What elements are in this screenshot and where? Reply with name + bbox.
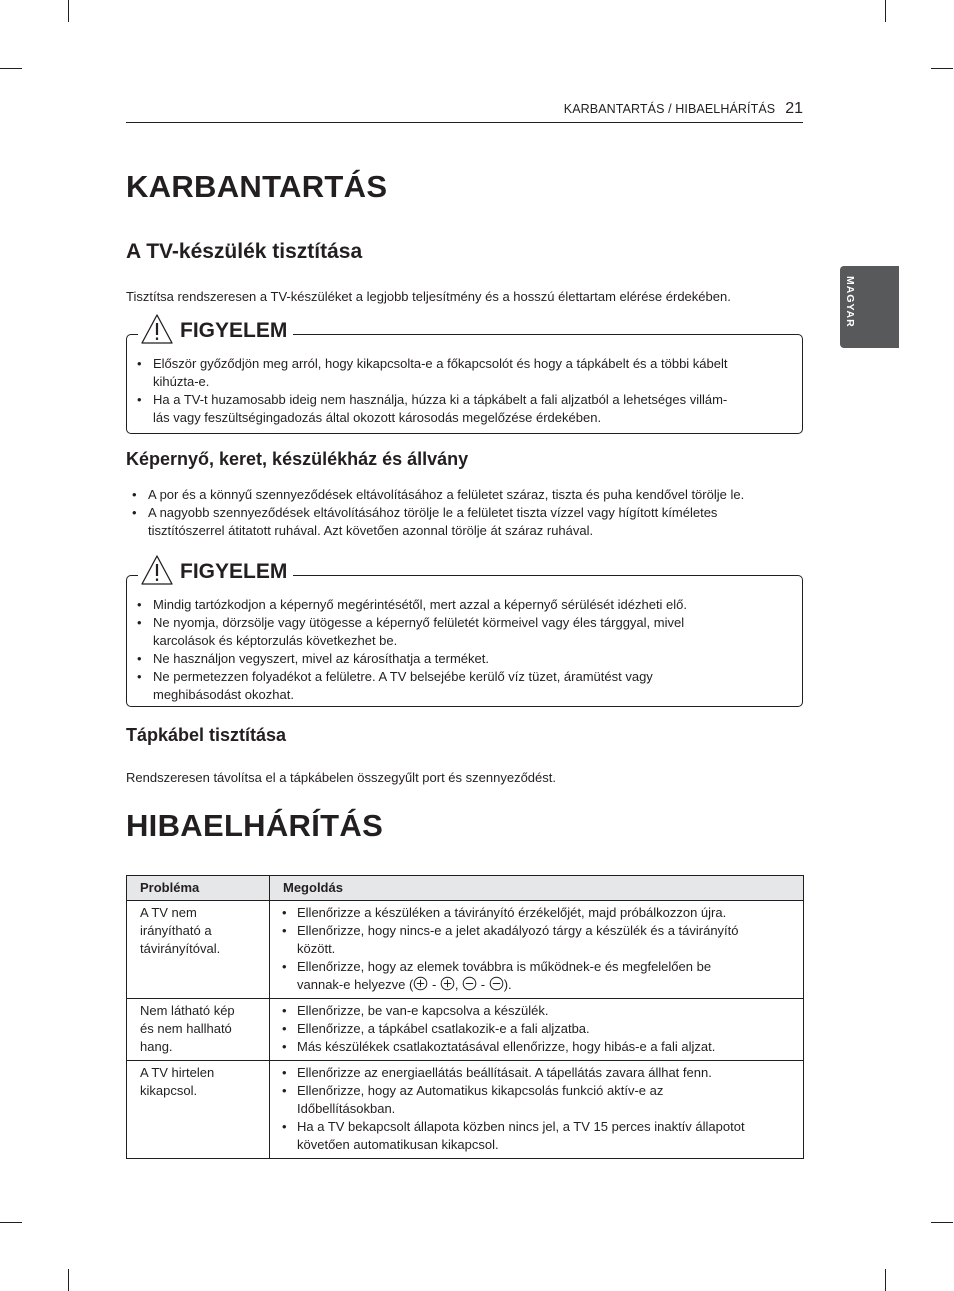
- solution-text: között.: [297, 941, 336, 956]
- notice-label: FIGYELEM: [180, 560, 288, 583]
- crop-mark: [931, 1222, 953, 1223]
- notice-header: [138, 309, 293, 345]
- solution-item: • Ellenőrizze, be van-e kapcsolva a készülék.: [274, 1002, 795, 1020]
- symbol-separator: -: [428, 977, 440, 992]
- list-item: • Ne nyomja, dörzsölje vagy ütögesse a képernyő felületét körmeivel vagy éles tárggyal, mivel: [131, 614, 790, 632]
- section-title-karbantartas: KARBANTARTÁS: [126, 169, 388, 204]
- heading-screen-frame: Képernyő, keret, készülékház és állvány: [126, 449, 469, 469]
- warning-triangle-icon: [140, 313, 174, 345]
- solution-text: Időbellításokban.: [297, 1101, 396, 1116]
- table-header-row: [127, 876, 804, 901]
- solution-item: • Ellenőrizze, hogy az Automatikus kikapcsolás funkció aktív-e az: [274, 1082, 795, 1100]
- list-item: • A por és a könnyű szennyeződések eltávolításához a felületet száraz, tiszta és puha kendővel törölje le.: [126, 486, 744, 504]
- crop-mark: [885, 1269, 886, 1291]
- notice-label: FIGYELEM: [180, 319, 288, 342]
- problem-line: hang.: [140, 1039, 173, 1054]
- list-item-continuation: [131, 409, 790, 427]
- solution-item-continuation: [274, 1136, 795, 1154]
- notice-header: [138, 550, 293, 586]
- column-header-solution: Megoldás: [270, 876, 804, 901]
- list-item: • Először győződjön meg arról, hogy kikapcsolta-e a főkapcsolót és hogy a tápkábelt és a többi kábelt: [131, 355, 790, 373]
- list-item-text: meghibásodást okozhat.: [153, 687, 294, 702]
- column-header-problem: Probléma: [127, 876, 270, 901]
- solution-cell: [270, 1061, 804, 1159]
- symbol-separator: ,: [454, 977, 463, 992]
- table-row: [127, 901, 804, 999]
- list-item-continuation: [131, 686, 790, 704]
- solution-item-continuation: [274, 940, 795, 958]
- solution-item: • Ellenőrizze, hogy nincs-e a jelet akadályozó tárgy a készülék és a távirányító: [274, 922, 795, 940]
- problem-line: és nem hallható: [140, 1021, 232, 1036]
- problem-line: kikapcsol.: [140, 1083, 198, 1098]
- problem-line: A TV hirtelen: [140, 1065, 215, 1080]
- section-title-hibaelharitas: HIBAELHÁRÍTÁS: [126, 808, 384, 843]
- problem-cell: [127, 1061, 270, 1159]
- list-item: • Ne permetezzen folyadékot a felületre. A TV belsejébe kerülő víz tüzet, áramütést vagy: [131, 668, 790, 686]
- solution-list: [274, 904, 795, 994]
- warning-triangle-icon: [140, 554, 174, 586]
- crop-mark: [68, 1269, 69, 1291]
- list-item: • Ne használjon vegyszert, mivel az károsíthatja a terméket.: [131, 650, 790, 668]
- notice-list: [131, 596, 790, 704]
- list-item: • A nagyobb szennyeződések eltávolításához törölje le a felületet tiszta vízzel vagy hígított kíméletes: [126, 504, 744, 522]
- solution-item-continuation: [274, 976, 795, 994]
- page-number: 21: [785, 100, 803, 117]
- symbol-end: ).: [503, 977, 512, 992]
- notice-box: [126, 319, 803, 434]
- solution-item: • Ellenőrizze, a tápkábel csatlakozik-e a fali aljzatba.: [274, 1020, 795, 1038]
- crop-mark: [931, 68, 953, 69]
- battery-plus-icon: [440, 976, 455, 991]
- problem-line: távirányítóval.: [140, 941, 221, 956]
- problem-cell: [127, 999, 270, 1061]
- symbol-separator: -: [477, 977, 489, 992]
- battery-minus-icon: [462, 976, 477, 991]
- language-label: MAGYAR: [844, 276, 856, 328]
- solution-item-continuation: [274, 1100, 795, 1118]
- running-head: [126, 100, 803, 123]
- solution-item: • Ellenőrizze az energiaellátás beállításait. A tápellátás zavara állhat fenn.: [274, 1064, 795, 1082]
- heading-tv-cleaning: A TV-készülék tisztítása: [126, 240, 363, 263]
- solution-text: követően automatikusan kikapcsol.: [297, 1137, 499, 1152]
- table-row: [127, 999, 804, 1061]
- solution-item: • Ellenőrizze a készüléken a távirányító érzékelőjét, majd próbálkozzon újra.: [274, 904, 795, 922]
- list-item-text: tisztítószerrel átitatott ruhával. Azt követően azonnal törölje át száraz ruhával.: [148, 523, 594, 538]
- list-item-continuation: [126, 522, 744, 540]
- list-item-continuation: [131, 632, 790, 650]
- battery-plus-icon: [413, 976, 428, 991]
- notice-list: [131, 355, 790, 427]
- solution-cell: [270, 901, 804, 999]
- running-head-section: KARBANTARTÁS / HIBAELHÁRÍTÁS: [563, 102, 776, 116]
- crop-mark: [0, 1222, 22, 1223]
- screen-cleaning-list: [126, 486, 744, 540]
- list-item-text: lás vagy feszültségingadozás által okozott károsodás megelőzése érdekében.: [153, 410, 602, 425]
- troubleshooting-table: [126, 875, 804, 1159]
- battery-minus-icon: [489, 976, 504, 991]
- solution-item: • Ellenőrizze, hogy az elemek továbbra is működnek-e és megfelelően be: [274, 958, 795, 976]
- problem-line: Nem látható kép: [140, 1003, 235, 1018]
- list-item-continuation: [131, 373, 790, 391]
- list-item: • Mindig tartózkodjon a képernyő megérintésétől, mert azzal a képernyő sérülését idézheti elő.: [131, 596, 790, 614]
- list-item: • Ha a TV-t huzamosabb ideig nem használja, húzza ki a tápkábelt a fali aljzatból a lehetséges villám-: [131, 391, 790, 409]
- list-item-text: karcolások és képtorzulás következhet be.: [153, 633, 398, 648]
- language-side-tab: [840, 266, 899, 348]
- problem-cell: [127, 901, 270, 999]
- solution-item: • Ha a TV bekapcsolt állapota közben nincs jel, a TV 15 perces inaktív állapotot: [274, 1118, 795, 1136]
- problem-line: irányítható a: [140, 923, 212, 938]
- problem-line: A TV nem: [140, 905, 197, 920]
- tv-cleaning-intro: Tisztítsa rendszeresen a TV-készüléket a legjobb teljesítmény és a hosszú élettartam elérése érdekében.: [126, 289, 731, 304]
- crop-mark: [885, 0, 886, 22]
- solution-item: • Más készülékek csatlakoztatásával ellenőrizze, hogy hibás-e a fali aljzat.: [274, 1038, 795, 1056]
- solution-cell: [270, 999, 804, 1061]
- notice-box: [126, 560, 803, 707]
- crop-mark: [68, 0, 69, 22]
- heading-power-cable: Tápkábel tisztítása: [126, 725, 287, 745]
- table-row: [127, 1061, 804, 1159]
- solution-list: [274, 1002, 795, 1056]
- solution-text: vannak-e helyezve (: [297, 977, 414, 992]
- power-cable-text: Rendszeresen távolítsa el a tápkábelen összegyűlt port és szennyeződést.: [126, 770, 556, 785]
- list-item-text: kihúzta-e.: [153, 374, 210, 389]
- crop-mark: [0, 68, 22, 69]
- solution-list: [274, 1064, 795, 1154]
